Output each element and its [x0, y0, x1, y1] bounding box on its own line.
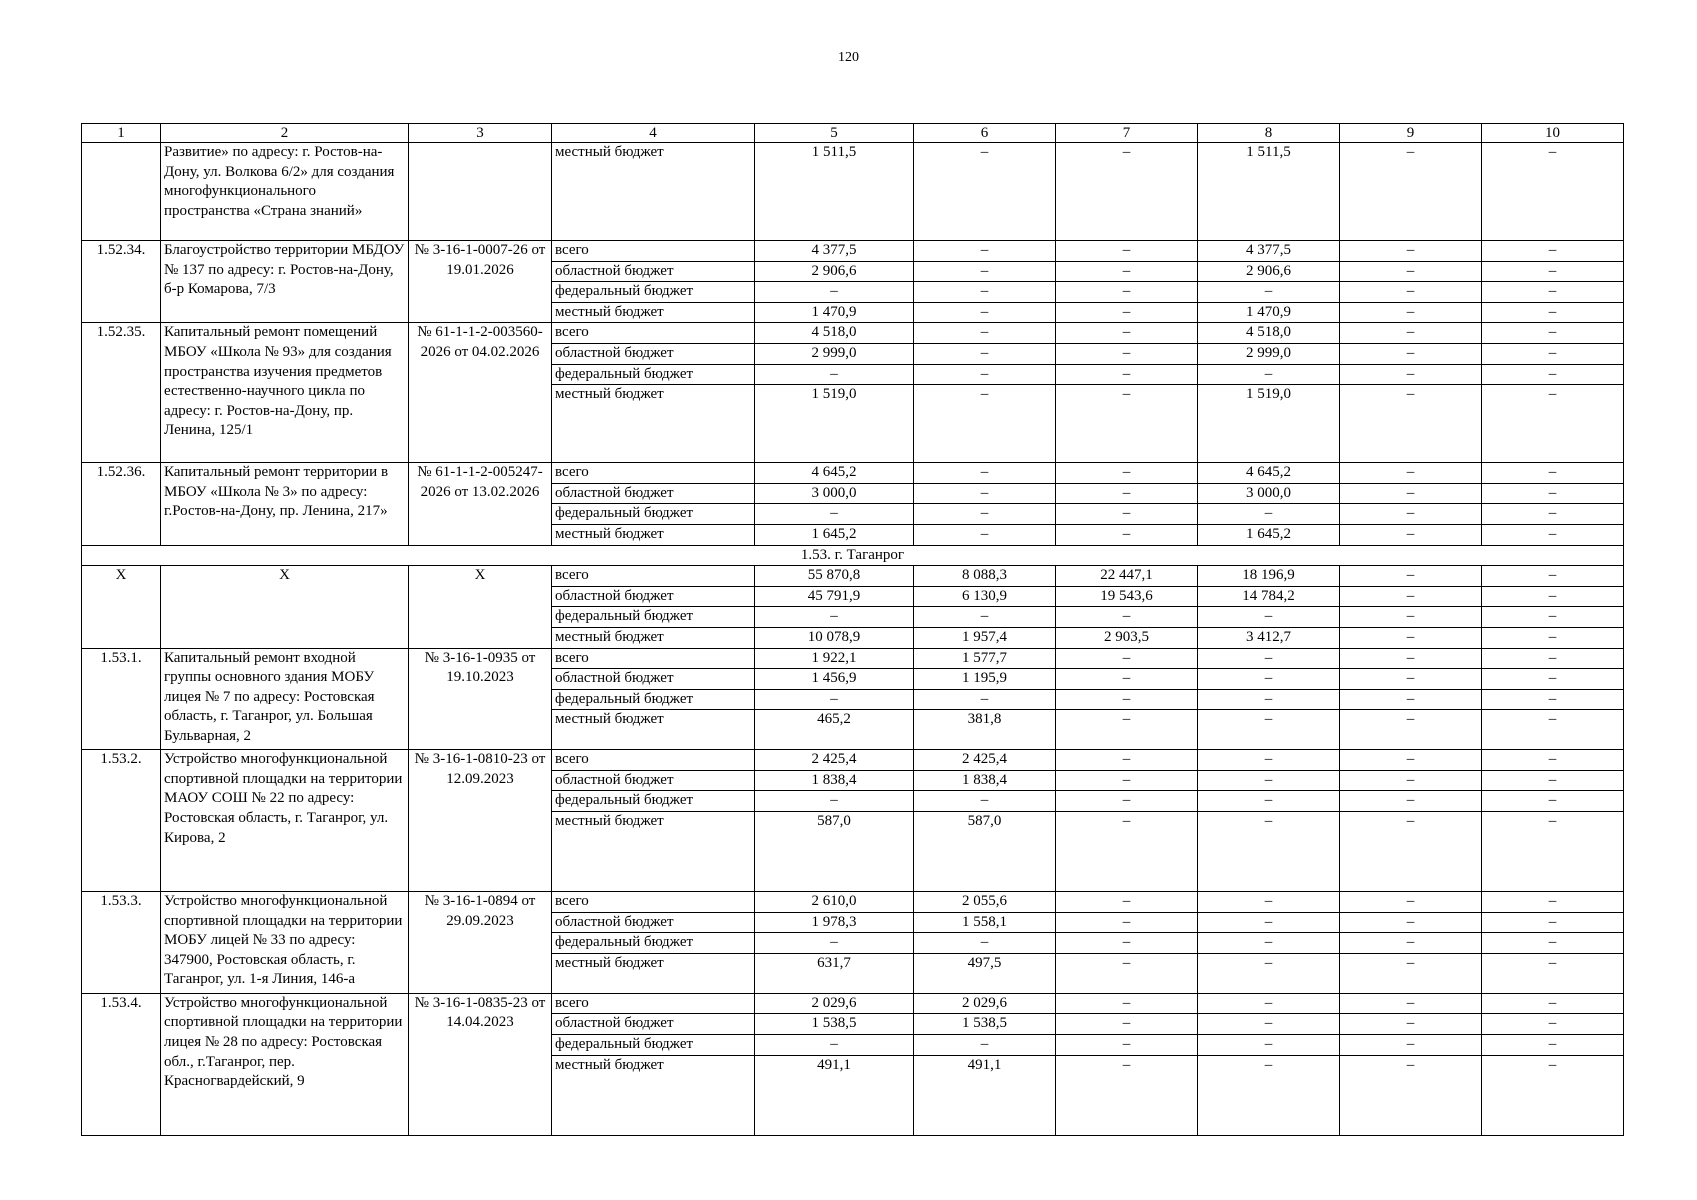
value-cell: – [1482, 566, 1624, 587]
value-cell: 381,8 [914, 710, 1056, 750]
object-description: Устройство многофункциональной спортивной площадки на территории лицея № 28 по адресу: Ростовская обл., г.Таганрог, пер. Красногвардейский, 9 [161, 993, 409, 1135]
value-cell: – [914, 933, 1056, 954]
value-cell: – [1340, 1035, 1482, 1056]
value-cell: – [1056, 953, 1198, 993]
document-number: № 3-16-1-0810-23 от 12.09.2023 [409, 750, 552, 892]
value-cell: – [1198, 669, 1340, 690]
value-cell: – [914, 241, 1056, 262]
value-cell: – [1340, 1055, 1482, 1135]
column-header: 7 [1056, 124, 1198, 143]
value-cell: – [1056, 343, 1198, 364]
value-cell: – [1056, 993, 1198, 1014]
value-cell: – [1340, 463, 1482, 484]
value-cell: – [1198, 770, 1340, 791]
value-cell: – [1198, 504, 1340, 525]
value-cell: – [914, 143, 1056, 241]
value-cell: – [1482, 504, 1624, 525]
object-description: Х [161, 566, 409, 648]
budget-label: всего [552, 750, 755, 771]
value-cell: – [1056, 912, 1198, 933]
budget-label: федеральный бюджет [552, 607, 755, 628]
value-cell: – [1198, 953, 1340, 993]
value-cell: – [1340, 586, 1482, 607]
value-cell: – [1340, 710, 1482, 750]
value-cell: 2 029,6 [755, 993, 914, 1014]
value-cell: – [1482, 261, 1624, 282]
value-cell: 22 447,1 [1056, 566, 1198, 587]
budget-label: местный бюджет [552, 627, 755, 648]
value-cell: – [1340, 750, 1482, 771]
value-cell: – [1198, 791, 1340, 812]
value-cell: 1 922,1 [755, 648, 914, 669]
value-cell: 1 456,9 [755, 669, 914, 690]
value-cell: – [1056, 933, 1198, 954]
value-cell: – [1198, 993, 1340, 1014]
value-cell: – [1340, 812, 1482, 892]
column-header: 1 [82, 124, 161, 143]
value-cell: – [1056, 524, 1198, 545]
budget-label: всего [552, 648, 755, 669]
value-cell: – [914, 463, 1056, 484]
value-cell: – [1340, 912, 1482, 933]
row-number: 1.52.34. [82, 241, 161, 323]
value-cell: 1 838,4 [755, 770, 914, 791]
value-cell: – [1482, 1014, 1624, 1035]
value-cell: 4 377,5 [755, 241, 914, 262]
value-cell: – [1340, 261, 1482, 282]
value-cell: 1 470,9 [755, 302, 914, 323]
value-cell: – [1198, 812, 1340, 892]
value-cell: – [755, 364, 914, 385]
document-number: № 3-16-1-0835-23 от 14.04.2023 [409, 993, 552, 1135]
document-number: Х [409, 566, 552, 648]
value-cell: 19 543,6 [1056, 586, 1198, 607]
budget-label: всего [552, 566, 755, 587]
budget-label: всего [552, 892, 755, 913]
value-cell: 587,0 [914, 812, 1056, 892]
budget-label: федеральный бюджет [552, 791, 755, 812]
document-number: № 3-16-1-0894 от 29.09.2023 [409, 892, 552, 994]
value-cell: – [1056, 710, 1198, 750]
value-cell: – [1340, 1014, 1482, 1035]
value-cell: – [1482, 689, 1624, 710]
budget-label: федеральный бюджет [552, 933, 755, 954]
value-cell: 4 645,2 [1198, 463, 1340, 484]
value-cell: – [1056, 261, 1198, 282]
value-cell: – [1056, 812, 1198, 892]
value-cell: 2 029,6 [914, 993, 1056, 1014]
budget-label: местный бюджет [552, 302, 755, 323]
column-header: 3 [409, 124, 552, 143]
budget-label: федеральный бюджет [552, 282, 755, 303]
value-cell: 2 610,0 [755, 892, 914, 913]
value-cell: – [1198, 710, 1340, 750]
budget-label: местный бюджет [552, 524, 755, 545]
value-cell: – [914, 323, 1056, 344]
value-cell: – [1482, 282, 1624, 303]
value-cell: – [1482, 710, 1624, 750]
value-cell: 8 088,3 [914, 566, 1056, 587]
value-cell: – [1056, 323, 1198, 344]
value-cell: – [1482, 953, 1624, 993]
value-cell: 3 000,0 [1198, 483, 1340, 504]
value-cell: 2 999,0 [755, 343, 914, 364]
row-number: Х [82, 566, 161, 648]
budget-label: областной бюджет [552, 343, 755, 364]
budget-label: федеральный бюджет [552, 504, 755, 525]
value-cell: – [1198, 892, 1340, 913]
value-cell: – [1056, 1035, 1198, 1056]
table-body [82, 124, 1624, 1136]
value-cell: – [1340, 689, 1482, 710]
value-cell: – [1482, 1035, 1624, 1056]
table-row [82, 241, 1624, 262]
value-cell: – [914, 1035, 1056, 1056]
object-description: Капитальный ремонт территории в МБОУ «Школа № 3» по адресу: г.Ростов-на-Дону, пр. Ленина, 217» [161, 463, 409, 545]
document-number: № 3-16-1-0007-26 от 19.01.2026 [409, 241, 552, 323]
value-cell: 1 957,4 [914, 627, 1056, 648]
value-cell: – [755, 933, 914, 954]
value-cell: – [914, 689, 1056, 710]
value-cell: – [1482, 524, 1624, 545]
value-cell: – [1340, 892, 1482, 913]
value-cell: 6 130,9 [914, 586, 1056, 607]
value-cell: – [1056, 385, 1198, 463]
value-cell: – [1340, 607, 1482, 628]
column-header: 10 [1482, 124, 1624, 143]
value-cell: – [1056, 504, 1198, 525]
value-cell: – [1340, 323, 1482, 344]
row-number: 1.53.2. [82, 750, 161, 892]
value-cell: – [1056, 791, 1198, 812]
object-description: Капитальный ремонт помещений МБОУ «Школа № 93» для создания пространства изучения предметов естественно-научного цикла по адресу: г. Ростов-на-Дону, пр. Ленина, 125/1 [161, 323, 409, 463]
section-title: 1.53. г. Таганрог [82, 545, 1624, 566]
value-cell: 3 412,7 [1198, 627, 1340, 648]
value-cell: – [1340, 669, 1482, 690]
value-cell: 2 999,0 [1198, 343, 1340, 364]
value-cell: – [914, 504, 1056, 525]
value-cell: – [755, 1035, 914, 1056]
section-row [82, 545, 1624, 566]
table-row [82, 323, 1624, 344]
value-cell: – [1340, 524, 1482, 545]
budget-label: федеральный бюджет [552, 1035, 755, 1056]
value-cell: 4 518,0 [755, 323, 914, 344]
row-number: 1.53.4. [82, 993, 161, 1135]
value-cell: – [1482, 912, 1624, 933]
value-cell: 587,0 [755, 812, 914, 892]
value-cell: 1 511,5 [1198, 143, 1340, 241]
document-number: № 3-16-1-0935 от 19.10.2023 [409, 648, 552, 750]
budget-label: местный бюджет [552, 385, 755, 463]
row-number: 1.52.35. [82, 323, 161, 463]
value-cell: – [1198, 1035, 1340, 1056]
value-cell: 1 470,9 [1198, 302, 1340, 323]
budget-label: федеральный бюджет [552, 689, 755, 710]
value-cell: 4 518,0 [1198, 323, 1340, 344]
value-cell: – [914, 524, 1056, 545]
table-row [82, 648, 1624, 669]
value-cell: – [1056, 648, 1198, 669]
value-cell: 1 538,5 [914, 1014, 1056, 1035]
value-cell: – [1482, 993, 1624, 1014]
budget-table [81, 123, 1624, 1136]
value-cell: – [1482, 385, 1624, 463]
object-description: Устройство многофункциональной спортивной площадки на территории МАОУ СОШ № 22 по адресу: Ростовская область, г. Таганрог, ул. Кирова, 2 [161, 750, 409, 892]
value-cell: – [1340, 627, 1482, 648]
value-cell: – [1482, 892, 1624, 913]
value-cell: 45 791,9 [755, 586, 914, 607]
value-cell: – [1482, 483, 1624, 504]
value-cell: – [1340, 282, 1482, 303]
value-cell: – [1482, 586, 1624, 607]
value-cell: – [1482, 1055, 1624, 1135]
column-header: 4 [552, 124, 755, 143]
value-cell: – [1482, 933, 1624, 954]
budget-label: областной бюджет [552, 912, 755, 933]
budget-label: местный бюджет [552, 143, 755, 241]
value-cell: – [1198, 912, 1340, 933]
value-cell: 491,1 [755, 1055, 914, 1135]
value-cell: – [1056, 1014, 1198, 1035]
row-number: 1.53.3. [82, 892, 161, 994]
column-header-row [82, 124, 1624, 143]
value-cell: 55 870,8 [755, 566, 914, 587]
value-cell: – [1340, 566, 1482, 587]
budget-label: всего [552, 323, 755, 344]
budget-label: федеральный бюджет [552, 364, 755, 385]
value-cell: 465,2 [755, 710, 914, 750]
row-number: 1.52.36. [82, 463, 161, 545]
value-cell: 4 645,2 [755, 463, 914, 484]
value-cell: 4 377,5 [1198, 241, 1340, 262]
object-description: Благоустройство территории МБДОУ № 137 по адресу: г. Ростов-на-Дону, б-р Комарова, 7/3 [161, 241, 409, 323]
value-cell: – [1340, 241, 1482, 262]
value-cell: – [1340, 343, 1482, 364]
value-cell: – [1056, 364, 1198, 385]
value-cell: 1 978,3 [755, 912, 914, 933]
value-cell: – [914, 364, 1056, 385]
value-cell: 2 425,4 [755, 750, 914, 771]
value-cell: – [1056, 483, 1198, 504]
value-cell: 1 577,7 [914, 648, 1056, 669]
budget-label: областной бюджет [552, 483, 755, 504]
table-row [82, 993, 1624, 1014]
value-cell: 497,5 [914, 953, 1056, 993]
value-cell: – [1482, 143, 1624, 241]
budget-label: местный бюджет [552, 710, 755, 750]
table-row [82, 750, 1624, 771]
value-cell: – [1056, 463, 1198, 484]
budget-label: областной бюджет [552, 669, 755, 690]
object-description: Капитальный ремонт входной группы основного здания МОБУ лицея № 7 по адресу: Ростовская область, г. Таганрог, ул. Большая Бульварная, 2 [161, 648, 409, 750]
value-cell: – [1056, 892, 1198, 913]
value-cell: – [1482, 669, 1624, 690]
value-cell: – [1340, 933, 1482, 954]
value-cell: – [1340, 993, 1482, 1014]
value-cell: – [1340, 364, 1482, 385]
value-cell: – [1482, 241, 1624, 262]
value-cell: 631,7 [755, 953, 914, 993]
value-cell: – [1198, 282, 1340, 303]
value-cell: 1 558,1 [914, 912, 1056, 933]
budget-label: областной бюджет [552, 261, 755, 282]
row-number: 1.53.1. [82, 648, 161, 750]
value-cell: 2 906,6 [1198, 261, 1340, 282]
value-cell: – [1198, 1055, 1340, 1135]
value-cell: – [755, 791, 914, 812]
value-cell: 2 903,5 [1056, 627, 1198, 648]
value-cell: – [1482, 343, 1624, 364]
value-cell: 1 519,0 [755, 385, 914, 463]
value-cell: – [1056, 282, 1198, 303]
value-cell: – [1056, 1055, 1198, 1135]
value-cell: – [1482, 463, 1624, 484]
value-cell: – [1340, 483, 1482, 504]
budget-label: областной бюджет [552, 586, 755, 607]
value-cell: – [1056, 302, 1198, 323]
value-cell: – [1340, 504, 1482, 525]
value-cell: 1 645,2 [755, 524, 914, 545]
object-description: Развитие» по адресу: г. Ростов-на-Дону, ул. Волкова 6/2» для создания многофункционального пространства «Страна знаний» [161, 143, 409, 241]
budget-label: местный бюджет [552, 812, 755, 892]
value-cell: – [755, 689, 914, 710]
value-cell: – [914, 483, 1056, 504]
column-header: 8 [1198, 124, 1340, 143]
row-number [82, 143, 161, 241]
value-cell: – [1482, 648, 1624, 669]
budget-label: местный бюджет [552, 1055, 755, 1135]
value-cell: – [1056, 143, 1198, 241]
value-cell: 2 906,6 [755, 261, 914, 282]
value-cell: – [914, 282, 1056, 303]
value-cell: 10 078,9 [755, 627, 914, 648]
document-number [409, 143, 552, 241]
value-cell: 1 838,4 [914, 770, 1056, 791]
value-cell: – [1482, 607, 1624, 628]
budget-label: всего [552, 463, 755, 484]
table-row [82, 566, 1624, 587]
budget-label: областной бюджет [552, 770, 755, 791]
value-cell: – [1340, 302, 1482, 323]
document-number: № 61-1-1-2-003560-2026 от 04.02.2026 [409, 323, 552, 463]
value-cell: – [1340, 770, 1482, 791]
value-cell: – [1482, 364, 1624, 385]
continuation-row [82, 143, 1624, 241]
value-cell: 491,1 [914, 1055, 1056, 1135]
value-cell: – [1482, 770, 1624, 791]
value-cell: – [1340, 953, 1482, 993]
table-row [82, 892, 1624, 913]
value-cell: – [1056, 241, 1198, 262]
value-cell: – [1340, 648, 1482, 669]
value-cell: – [914, 343, 1056, 364]
document-number: № 61-1-1-2-005247-2026 от 13.02.2026 [409, 463, 552, 545]
value-cell: – [1056, 770, 1198, 791]
column-header: 2 [161, 124, 409, 143]
value-cell: 2 055,6 [914, 892, 1056, 913]
value-cell: 1 511,5 [755, 143, 914, 241]
value-cell: 14 784,2 [1198, 586, 1340, 607]
column-header: 9 [1340, 124, 1482, 143]
value-cell: – [1340, 385, 1482, 463]
budget-label: всего [552, 241, 755, 262]
value-cell: – [1482, 750, 1624, 771]
value-cell: – [1198, 364, 1340, 385]
value-cell: – [914, 302, 1056, 323]
value-cell: 1 645,2 [1198, 524, 1340, 545]
value-cell: – [1198, 750, 1340, 771]
value-cell: – [1198, 648, 1340, 669]
value-cell: 1 195,9 [914, 669, 1056, 690]
budget-label: областной бюджет [552, 1014, 755, 1035]
value-cell: – [1198, 1014, 1340, 1035]
budget-label: всего [552, 993, 755, 1014]
budget-label: местный бюджет [552, 953, 755, 993]
value-cell: – [1482, 791, 1624, 812]
value-cell: – [1482, 812, 1624, 892]
value-cell: – [755, 607, 914, 628]
value-cell: 18 196,9 [1198, 566, 1340, 587]
value-cell: – [1482, 302, 1624, 323]
object-description: Устройство многофункциональной спортивной площадки на территории МОБУ лицей № 33 по адресу: 347900, Ростовская область, г. Таганрог, ул. 1-я Линия, 146-а [161, 892, 409, 994]
value-cell: – [755, 282, 914, 303]
value-cell: – [914, 607, 1056, 628]
value-cell: 2 425,4 [914, 750, 1056, 771]
column-header: 6 [914, 124, 1056, 143]
value-cell: – [1198, 933, 1340, 954]
value-cell: – [1056, 607, 1198, 628]
value-cell: – [1056, 689, 1198, 710]
value-cell: – [1482, 323, 1624, 344]
value-cell: – [1056, 669, 1198, 690]
value-cell: – [914, 791, 1056, 812]
value-cell: 1 519,0 [1198, 385, 1340, 463]
column-header: 5 [755, 124, 914, 143]
value-cell: – [1056, 750, 1198, 771]
table-row [82, 463, 1624, 484]
value-cell: 1 538,5 [755, 1014, 914, 1035]
value-cell: – [1198, 607, 1340, 628]
value-cell: – [1340, 143, 1482, 241]
page-number: 120 [838, 50, 859, 65]
value-cell: – [1340, 791, 1482, 812]
value-cell: – [755, 504, 914, 525]
value-cell: – [914, 385, 1056, 463]
value-cell: 3 000,0 [755, 483, 914, 504]
value-cell: – [914, 261, 1056, 282]
value-cell: – [1482, 627, 1624, 648]
value-cell: – [1198, 689, 1340, 710]
